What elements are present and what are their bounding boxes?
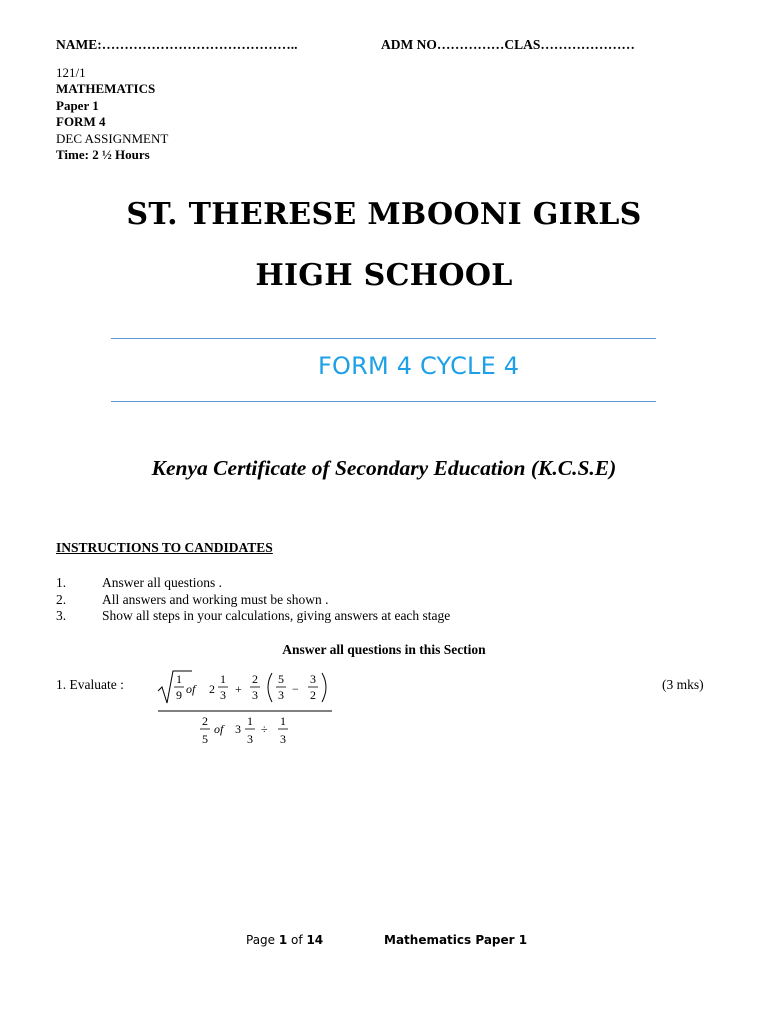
assignment-name: DEC ASSIGNMENT (56, 131, 169, 146)
section-heading: Answer all questions in this Section (282, 642, 486, 657)
denominator-mixed-whole: 3 (235, 722, 241, 736)
left-paren (268, 673, 272, 702)
instruction-number: 2. (56, 592, 67, 607)
plus-sign: + (235, 682, 242, 696)
paren-fraction-2-numerator: 3 (310, 672, 316, 686)
sqrt-denominator: 9 (176, 688, 182, 702)
divider-top (111, 338, 656, 339)
subject: MATHEMATICS (56, 81, 156, 96)
fraction-2-denominator: 3 (252, 688, 258, 702)
page-total: 14 (306, 933, 324, 947)
denominator-mixed-denominator: 3 (247, 732, 253, 746)
time-allowed: Time: 2 ½ Hours (56, 147, 150, 162)
instruction-text: All answers and working must be shown . (102, 592, 329, 607)
adm-class-field[interactable]: ADM NO……………CLAS………………… (381, 37, 635, 52)
denominator-mixed-numerator: 1 (247, 714, 253, 728)
denominator-fraction-1-denominator: 5 (202, 732, 208, 746)
paper-code: 121/1 (56, 65, 86, 80)
paren-fraction-2-denominator: 2 (310, 688, 316, 702)
question-1-marks: (3 mks) (662, 677, 704, 692)
instructions-heading: INSTRUCTIONS TO CANDIDATES (56, 540, 273, 555)
sqrt-numerator: 1 (176, 672, 182, 686)
instruction-number: 3. (56, 608, 67, 623)
form-level: FORM 4 (56, 114, 106, 129)
school-name-line-1: ST. THERESE MBOONI GIRLS (126, 197, 642, 232)
minus-sign: − (292, 682, 299, 696)
instruction-text: Show all steps in your calculations, giving answers at each stage (102, 608, 451, 623)
denominator-fraction-3-numerator: 1 (280, 714, 286, 728)
footer-paper-title: Mathematics Paper 1 (384, 933, 528, 947)
instruction-text: Answer all questions . (102, 575, 222, 590)
page-current: 1 (278, 933, 288, 947)
of-word-2: of (214, 722, 224, 736)
instruction-number: 1. (56, 575, 67, 590)
question-1-expression (150, 665, 340, 750)
name-field[interactable]: NAME:…………………………………….. (56, 37, 298, 52)
cycle-title: FORM 4 CYCLE 4 (318, 352, 520, 380)
paper-number: Paper 1 (56, 98, 99, 113)
divide-sign: ÷ (261, 722, 268, 736)
divider-bottom (111, 401, 656, 402)
fraction-2-numerator: 2 (252, 672, 258, 686)
school-name-line-2: HIGH SCHOOL (255, 258, 513, 293)
right-paren (322, 673, 326, 702)
mixed-numerator: 1 (220, 672, 226, 686)
page-number (246, 933, 323, 947)
denominator-fraction-1-numerator: 2 (202, 714, 208, 728)
instruction-item (56, 575, 222, 591)
page-prefix: Page (246, 933, 279, 947)
denominator-fraction-3-denominator: 3 (280, 732, 286, 746)
page-of: of (287, 933, 307, 947)
paren-fraction-1-numerator: 5 (278, 672, 284, 686)
of-word-1: of (186, 682, 196, 696)
exam-title: Kenya Certificate of Secondary Education (K.C.S.E) (151, 456, 617, 480)
instruction-item (56, 592, 328, 608)
instruction-item (56, 608, 450, 624)
paren-fraction-1-denominator: 3 (278, 688, 284, 702)
question-1-prompt: 1. Evaluate : (56, 677, 124, 692)
mixed-denominator: 3 (220, 688, 226, 702)
mixed-whole: 2 (209, 682, 215, 696)
